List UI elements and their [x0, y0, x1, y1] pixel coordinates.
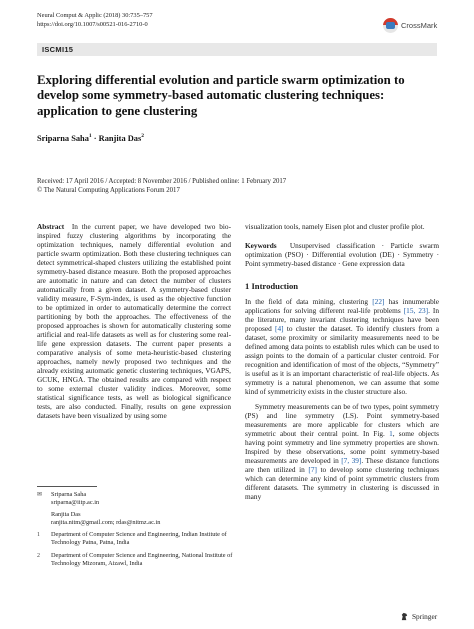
citation-link[interactable]: [7, 39]: [341, 456, 362, 465]
publisher-logo: [400, 612, 437, 621]
publisher-name: Springer: [412, 612, 438, 621]
keywords: [245, 241, 439, 268]
author-separator: ·: [91, 133, 99, 143]
doi-link[interactable]: https://doi.org/10.1007/s00521-016-2710-0: [37, 20, 148, 28]
publication-dates: [37, 178, 286, 196]
affiliation-2: [37, 552, 237, 568]
right-column: [245, 222, 439, 501]
second-author-note: [37, 511, 237, 527]
paper-title: Exploring differential evolution and particle swarm optimization to develop some symmetry-based automatic clustering techniques: application to gene clustering: [37, 73, 405, 118]
footnote-divider: [37, 486, 97, 487]
copyright-notice: © The Natural Computing Applications Forum 2017: [37, 186, 180, 194]
crossmark-badge[interactable]: [383, 16, 441, 34]
keywords-heading: Keywords: [245, 241, 277, 250]
figure-link[interactable]: 1: [389, 429, 393, 438]
keywords-text: Unsupervised classification · Particle swarm optimization (PSO) · Differential evolution (DE) · Symmetry · Point symmetry-based distance · Gene expression data: [245, 241, 440, 268]
footnotes: [37, 491, 237, 572]
journal-name-line: Neural Comput & Applic (2018) 30:735–757: [37, 12, 153, 19]
author-list: [37, 133, 144, 143]
abstract-text: In the current paper, we have developed two bio-inspired fuzzy clustering algorithms by incorporating the optimization techniques, namely differential evolution and particle swarm optimization. Both these clustering techniques can detect symmetrical-shaped clusters utilizing the established point symmetry-based distance measure. Both the proposed approaches are automatic in nature and can detect the number of clusters automatically from a given dataset. A symmetry-based cluster validity measure, F-Sym-index, is used as the objective function to be optimized in order to automatically determine the correct partitioning by both the approaches. The effectiveness of the proposed approaches is shown for automatically clustering some artificial and real-life datasets as well as for clustering some real-life gene expression datasets. The current paper presents a comparative analysis of some meta-heuristic-based clustering approaches, namely newly proposed two techniques and the already existing automatic genetic clustering techniques, VGAPS, GCUK, HNGA. The obtained results are compared with respect to some external cluster validity indices. Moreover, some statistical significance tests, as well as biological significance tests, are also conducted. Finally, results on gene expression datasets have been visualized by using some: [37, 222, 231, 420]
author-name: Sriparna Saha: [37, 133, 89, 143]
affiliation-mark: 2: [37, 552, 40, 559]
citation-link[interactable]: [22]: [372, 297, 385, 306]
abstract-heading: Abstract: [37, 222, 65, 231]
crossmark-icon: [383, 18, 398, 33]
corresponding-author-name: Sriparna Saha: [51, 491, 87, 498]
springer-horse-icon: [400, 612, 409, 621]
corresponding-author-email[interactable]: sriparna@iitp.ac.in: [51, 499, 100, 507]
affiliation-1: [37, 531, 237, 547]
affiliation-text: Department of Computer Science and Engineering, National Institute of Technology Mizoram, Aizawl, India: [51, 551, 233, 567]
intro-paragraph: In the field of data mining, clustering [22] has innumerable applications for solving different real-life problems [15, 23]. In the literature, many invariant clustering techniques have been proposed [4] to cluster the dataset. To identify clusters from a dataset, some proximity or similarity measurements need to be defined among data points to establish rules which can be used to assign points to the domain of a particular cluster centroid. For recognition and identification of most of the objects, “Symmetry” is useful as it is an important characteristic of real-life objects. As symmetry is a natural phenomenon, we can assume that some kind of symmetricity exists in the cluster structure also.: [245, 297, 440, 396]
article-label-bar: [37, 43, 437, 56]
article-label: ISCMI15: [42, 45, 74, 54]
affiliation-text: Department of Computer Science and Engineering, Indian Institute of Technology Patna, Patna, India: [51, 531, 227, 547]
affiliation-mark: 1: [37, 532, 40, 539]
citation-link[interactable]: [7]: [308, 465, 317, 474]
intro-paragraph: Symmetry measurements can be of two types, point symmetry (PS) and line symmetry (LS). Point symmetry-based measurements are more applicable for clusters which are symmetric about their central point. In Fig. 1, some objects having point symmetry and line symmetry properties are shown. Inspired by these observations, some point symmetry-based measurements are developed in [7, 39]. These distance functions are then utilized in [7] to develop some clustering techniques which can determine any kind of point symmetric clusters from different datasets. The symmetry in clustering is discussed in many: [245, 402, 440, 501]
author-name: Ranjita Das: [98, 133, 142, 143]
section-heading: 1 Introduction: [245, 281, 299, 291]
second-author-email[interactable]: ranjita.nitm@gmail.com; rdas@nitmz.ac.in: [51, 519, 161, 527]
citation-link[interactable]: [15, 23]: [403, 306, 429, 315]
abstract-continuation: visualization tools, namely Eisen plot and cluster profile plot.: [245, 222, 425, 231]
author-affiliation-mark: 1: [88, 133, 92, 139]
corresponding-author-note: [37, 491, 237, 507]
crossmark-label: CrossMark: [401, 20, 438, 30]
envelope-icon: ✉: [37, 492, 43, 498]
author-affiliation-mark: 2: [141, 133, 144, 139]
journal-citation: [37, 12, 153, 29]
citation-link[interactable]: [4]: [275, 324, 284, 333]
abstract: [37, 222, 231, 420]
received-accepted-published: Received: 17 April 2016 / Accepted: 8 November 2016 / Published online: 1 February 2017: [37, 178, 287, 185]
second-author-name: Ranjita Das: [51, 511, 81, 519]
